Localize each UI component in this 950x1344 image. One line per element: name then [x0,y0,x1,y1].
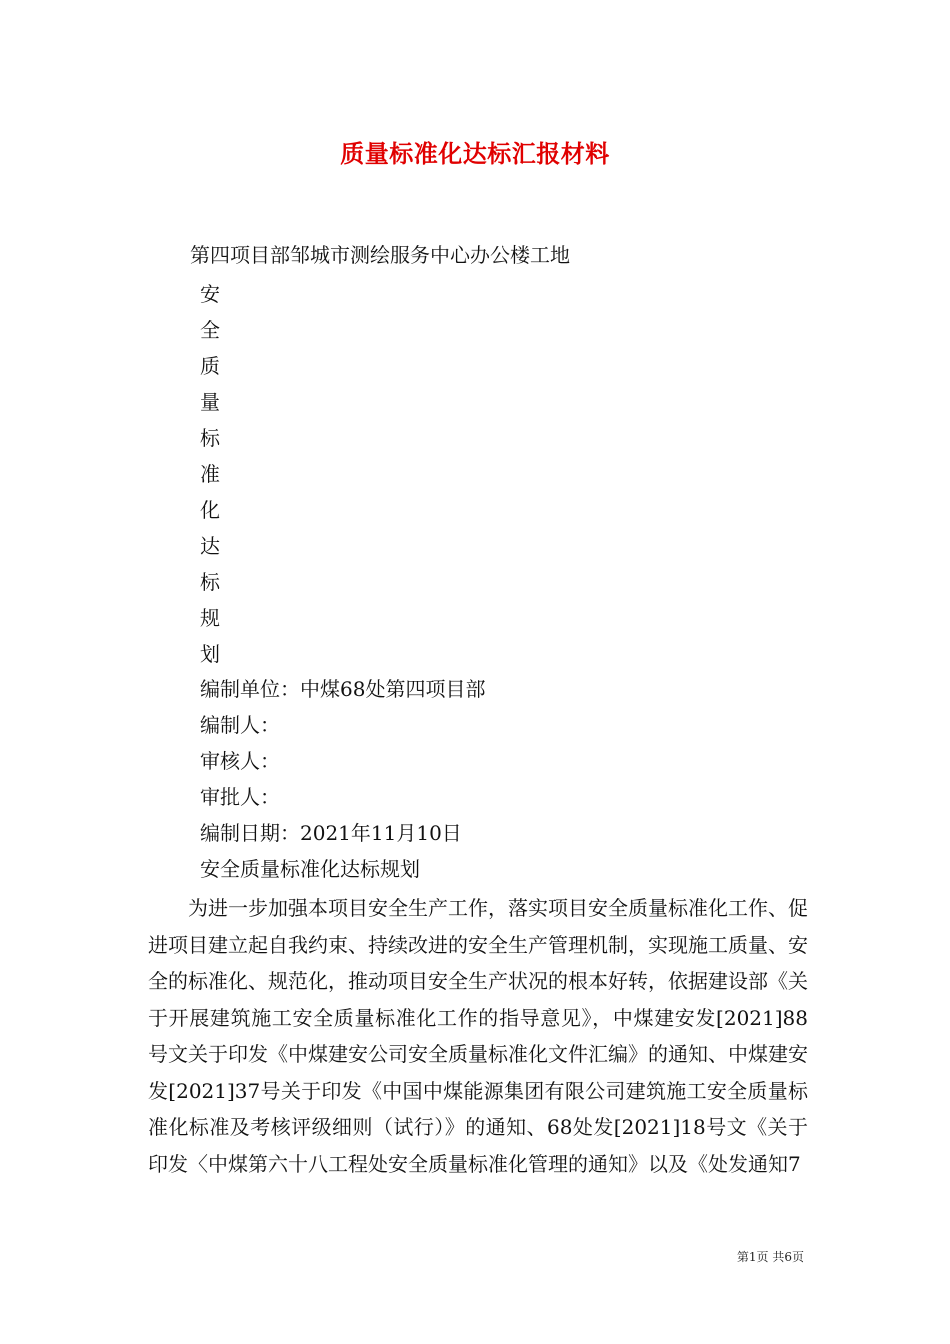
body-paragraph: 为进一步加强本项目安全生产工作，落实项目安全质量标准化工作、促进项目建立起自我约束、持续改进的安全生产管理机制，实现施工质量、安全的标准化、规范化，推动项目安全生产状况的根本好转，依据建设部《关于开展建筑施工安全质量标准化工作的指导意见》，中煤建安发[2021]88号文关于印发《中煤建安公司安全质量标准化文件汇编》的通知、中煤建安发[2021]37号关于印发《中国中煤能源集团有限公司建筑施工安全质量标准化标准及考核评级细则（试行）》的通知、68处发[2021]18号文《关于印发〈中煤第六十八工程处安全质量标准化管理的通知》以及《处发通知7 [148,896,808,1176]
vertical-char: 标 [200,570,220,594]
document-meta [200,675,485,891]
section-heading: 安全质量标准化达标规划 [200,857,420,881]
compiler: 编制人： [200,713,280,737]
vertical-char: 安 [200,282,220,306]
vertical-char: 规 [200,606,220,630]
vertical-heading [200,280,220,676]
project-site-line: 第四项目部邹城市测绘服务中心办公楼工地 [190,243,570,267]
vertical-char: 量 [200,390,220,414]
vertical-char: 标 [200,426,220,450]
compiling-unit: 编制单位：中煤68处第四项目部 [200,677,486,701]
compile-date: 编制日期：2021年11月10日 [200,821,462,845]
vertical-char: 全 [200,318,220,342]
vertical-char: 化 [200,498,220,522]
reviewer: 审核人： [200,749,280,773]
vertical-char: 达 [200,534,220,558]
vertical-char: 划 [200,642,220,666]
vertical-char: 质 [200,354,220,378]
vertical-char: 准 [200,462,220,486]
page-footer: 第1页 共6页 [736,1250,804,1264]
document-title: 质量标准化达标汇报材料 [340,139,610,168]
approver: 审批人： [200,785,280,809]
